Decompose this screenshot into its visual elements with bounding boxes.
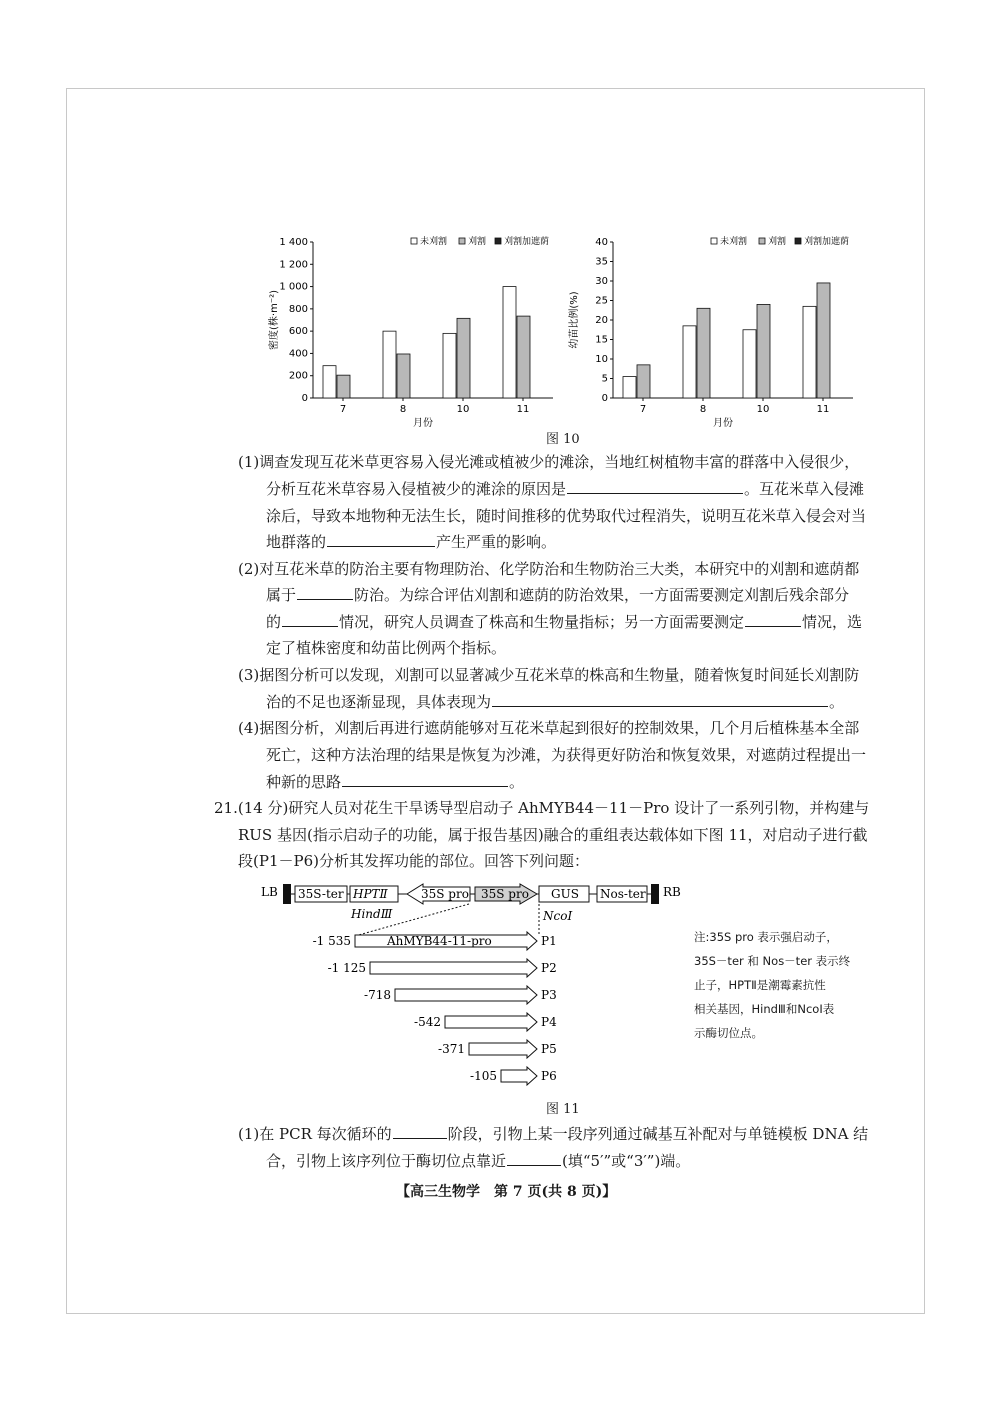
q21-1-line2-a: 合，引物上该序列位于酶切位点靠近 (266, 1152, 507, 1170)
page-footer: 【高三生物学 第 7 页(共 8 页)】 (396, 1184, 617, 1200)
q1-line4 (266, 532, 556, 552)
y-tick-label: 40 (595, 237, 608, 248)
q2-line3 (266, 612, 862, 632)
ter35s-label: 35S-ter (298, 887, 344, 901)
q2-line1: (2)对互花米草的防治主要有物理防治、化学防治和生物防治三大类，本研究中的刈割和遮荫都 (238, 560, 860, 578)
y-tick-label: 20 (595, 315, 608, 326)
fragment-label: P2 (541, 961, 557, 975)
legend-swatch (411, 238, 417, 244)
q2-line3-b: 情况，研究人员调查了株高和生物量指标；另一方面需要测定 (339, 613, 745, 631)
q4-line3 (266, 772, 524, 792)
y-tick-label: 10 (595, 354, 608, 365)
fragment-arrow-p4 (445, 1013, 537, 1031)
q21-1-line1-b: 阶段，引物上某一段序列通过碱基互补配对与单链模板 DNA 结 (447, 1125, 869, 1143)
q21-line1: 21.(14 分)研究人员对花生干旱诱导型启动子 AhMYB44－11－Pro 设计了一系列引物，并构建与 (214, 799, 870, 817)
q1-line2 (266, 479, 864, 499)
y-tick-label: 5 (601, 373, 608, 385)
y-axis-label: 幼苗比例(%) (569, 291, 580, 349)
q2-line3-c: 情况，选 (802, 613, 863, 631)
note-line1: 注:35S pro 表示强启动子， (694, 930, 838, 944)
fragment-label: P3 (541, 988, 557, 1002)
legend-label: 刈割加遮荫 (504, 237, 550, 247)
figure-11-note (694, 925, 850, 1045)
bar (697, 308, 710, 398)
pro35s-a-label: 35S pro (421, 887, 469, 901)
legend-swatch (795, 238, 801, 244)
lb-label: LB (261, 885, 278, 899)
legend-swatch (459, 238, 465, 244)
density-chart (267, 235, 553, 429)
q1-line2-a: 分析互花米草容易入侵植被少的滩涂的原因是 (266, 480, 567, 498)
q2-line2-a: 属于 (266, 586, 297, 604)
fragment-label: P5 (541, 1042, 557, 1056)
q21-line2: RUS 基因(指示启动子的功能，属于报告基因)融合的重组表达载体如下图 11，对启动子进行截 (238, 826, 868, 844)
fragment-position: -542 (414, 1015, 441, 1029)
fragment-position: -371 (438, 1042, 465, 1056)
bar (817, 283, 830, 398)
bar (397, 354, 410, 398)
x-tick-label: 11 (516, 404, 530, 415)
x-tick-label: 11 (816, 404, 830, 415)
pro35s-b-label: 35S pro (481, 887, 529, 901)
x-tick-label: 7 (339, 404, 347, 415)
gus-label: GUS (551, 887, 579, 901)
note-line5: 示酶切位点。 (694, 1026, 763, 1040)
y-tick-label: 0 (601, 393, 608, 404)
bar (757, 304, 770, 398)
q2-line3-a: 的 (266, 613, 282, 631)
bar (383, 331, 396, 398)
y-tick-label: 25 (595, 295, 608, 307)
q3-line1: (3)据图分析可以发现，刈割可以显著减少互花米草的株高和生物量，随着恢复时间延长刈割防 (238, 666, 860, 684)
figure-10-caption: 图 10 (546, 432, 580, 447)
q21-1-line2 (266, 1151, 690, 1171)
fragment-arrows (313, 932, 557, 1085)
figure-11-diagram (255, 878, 695, 1093)
q2-line2 (266, 585, 849, 605)
fragment-arrow-p5 (469, 1040, 537, 1058)
q1-line2-b: 。互花米草入侵滩 (744, 480, 865, 498)
legend-swatch (759, 238, 765, 244)
q1-line4-a: 地群落的 (266, 533, 327, 551)
y-tick-label: 1 400 (279, 237, 308, 248)
fragment-arrow-p3 (395, 986, 537, 1004)
q3-blank1[interactable] (492, 692, 828, 707)
q4-blank1[interactable] (342, 772, 508, 787)
q1-line1: (1)调查发现互花米草更容易入侵光滩或植被少的滩涂，当地红树植物丰富的群落中入侵很少， (238, 453, 860, 471)
nos-label: Nos-ter (600, 887, 646, 901)
fragment-position: -105 (470, 1069, 497, 1083)
q3-line2-b: 。 (829, 693, 845, 711)
fragment-arrow-p2 (370, 959, 537, 977)
note-line4: 相关基因，HindⅢ和NcoⅠ表 (694, 1002, 835, 1016)
q2-line2-b: 防治。为综合评估刈割和遮荫的防治效果，一方面需要测定刈割后残余部分 (354, 586, 850, 604)
x-tick-label: 10 (756, 404, 770, 415)
note-line3: 止子，HPTⅡ是潮霉素抗性 (694, 978, 826, 992)
q4-line2: 死亡，这种方法治理的结果是恢复为沙滩，为获得更好防治和恢复效果，对遮荫过程提出一 (266, 746, 867, 764)
bar (337, 375, 350, 398)
legend-label: 未刈割 (720, 237, 748, 247)
q21-1-line2-b: (填“5′”或“3′”)端。 (562, 1152, 691, 1170)
fragment-label: P1 (541, 934, 557, 948)
q1-blank2[interactable] (327, 532, 435, 547)
y-tick-label: 600 (288, 326, 308, 338)
q21-1-line1-a: (1)在 PCR 每次循环的 (238, 1125, 392, 1143)
q21-1-blank1[interactable] (393, 1124, 447, 1139)
nco-label: NcoⅠ (543, 909, 573, 923)
x-axis-label: 月份 (413, 418, 433, 429)
fragment-label: P4 (541, 1015, 557, 1029)
x-tick-label: 7 (639, 404, 647, 415)
hpt-label: HPTⅡ (353, 887, 388, 901)
q2-blank2[interactable] (282, 612, 338, 627)
y-tick-label: 200 (288, 370, 308, 382)
fragment-inner-label: AhMYB44-11-pro (387, 934, 492, 948)
q3-line2-a: 治的不足也逐渐显现，具体表现为 (266, 693, 492, 711)
q4-line3-a: 种新的思路 (266, 773, 342, 791)
y-tick-label: 400 (288, 348, 308, 360)
y-tick-label: 15 (595, 334, 608, 346)
figure-11-caption: 图 11 (546, 1102, 580, 1117)
legend-swatch (711, 238, 717, 244)
rb-label: RB (663, 885, 681, 899)
fragment-label: P6 (541, 1069, 557, 1083)
bar (443, 333, 456, 398)
bar (457, 318, 470, 398)
fragment-arrow-p6 (501, 1067, 537, 1085)
q21-1-blank2[interactable] (507, 1151, 561, 1166)
y-tick-label: 0 (301, 393, 308, 404)
fragment-position: -1 125 (327, 961, 366, 975)
lb-block (283, 884, 291, 904)
legend-label: 刈割 (468, 237, 487, 247)
q3-line2 (266, 692, 844, 712)
y-tick-label: 800 (288, 303, 308, 315)
q2-blank3[interactable] (745, 612, 801, 627)
bar (623, 377, 636, 398)
legend-label: 刈割 (768, 237, 787, 247)
bar (517, 316, 530, 398)
bar (743, 330, 756, 398)
y-tick-label: 35 (595, 256, 608, 268)
y-axis-label: 密度(株·m⁻²) (269, 289, 280, 351)
figure-10 (265, 232, 865, 432)
bar (637, 365, 650, 398)
bar (683, 326, 696, 398)
q21-line3: 段(P1－P6)分析其发挥功能的部位。回答下列问题： (238, 852, 589, 870)
q21-1-line1 (238, 1124, 868, 1144)
q2-line4: 定了植株密度和幼苗比例两个指标。 (266, 639, 507, 657)
legend-label: 未刈割 (420, 237, 448, 247)
q1-line3: 涂后，导致本地物种无法生长，随时间推移的优势取代过程消失，说明互花米草入侵会对当 (266, 507, 867, 525)
y-tick-label: 30 (595, 276, 608, 287)
q4-line1: (4)据图分析，刈割后再进行遮荫能够对互花米草起到很好的控制效果，几个月后植株基本全部 (238, 719, 860, 737)
bar (503, 287, 516, 398)
x-axis-label: 月份 (713, 418, 733, 429)
note-line2: 35S－ter 和 Nos－ter 表示终 (694, 954, 851, 968)
x-tick-label: 8 (399, 404, 407, 415)
legend-swatch (495, 238, 501, 244)
seedling-chart (567, 235, 853, 429)
x-tick-label: 10 (456, 404, 470, 415)
x-tick-label: 8 (699, 404, 707, 415)
rb-block (651, 884, 659, 904)
q4-line3-b: 。 (509, 773, 525, 791)
fragment-position: -718 (364, 988, 391, 1002)
q1-line4-b: 产生严重的影响。 (436, 533, 557, 551)
q2-blank1[interactable] (297, 585, 353, 600)
q1-blank1[interactable] (567, 479, 743, 494)
bar (803, 306, 816, 398)
y-tick-label: 1 200 (279, 259, 308, 271)
fragment-position: -1 535 (312, 934, 351, 948)
legend-label: 刈割加遮荫 (804, 237, 850, 247)
y-tick-label: 1 000 (279, 281, 308, 293)
hind-label: HindⅢ (351, 907, 393, 921)
bar (323, 366, 336, 398)
